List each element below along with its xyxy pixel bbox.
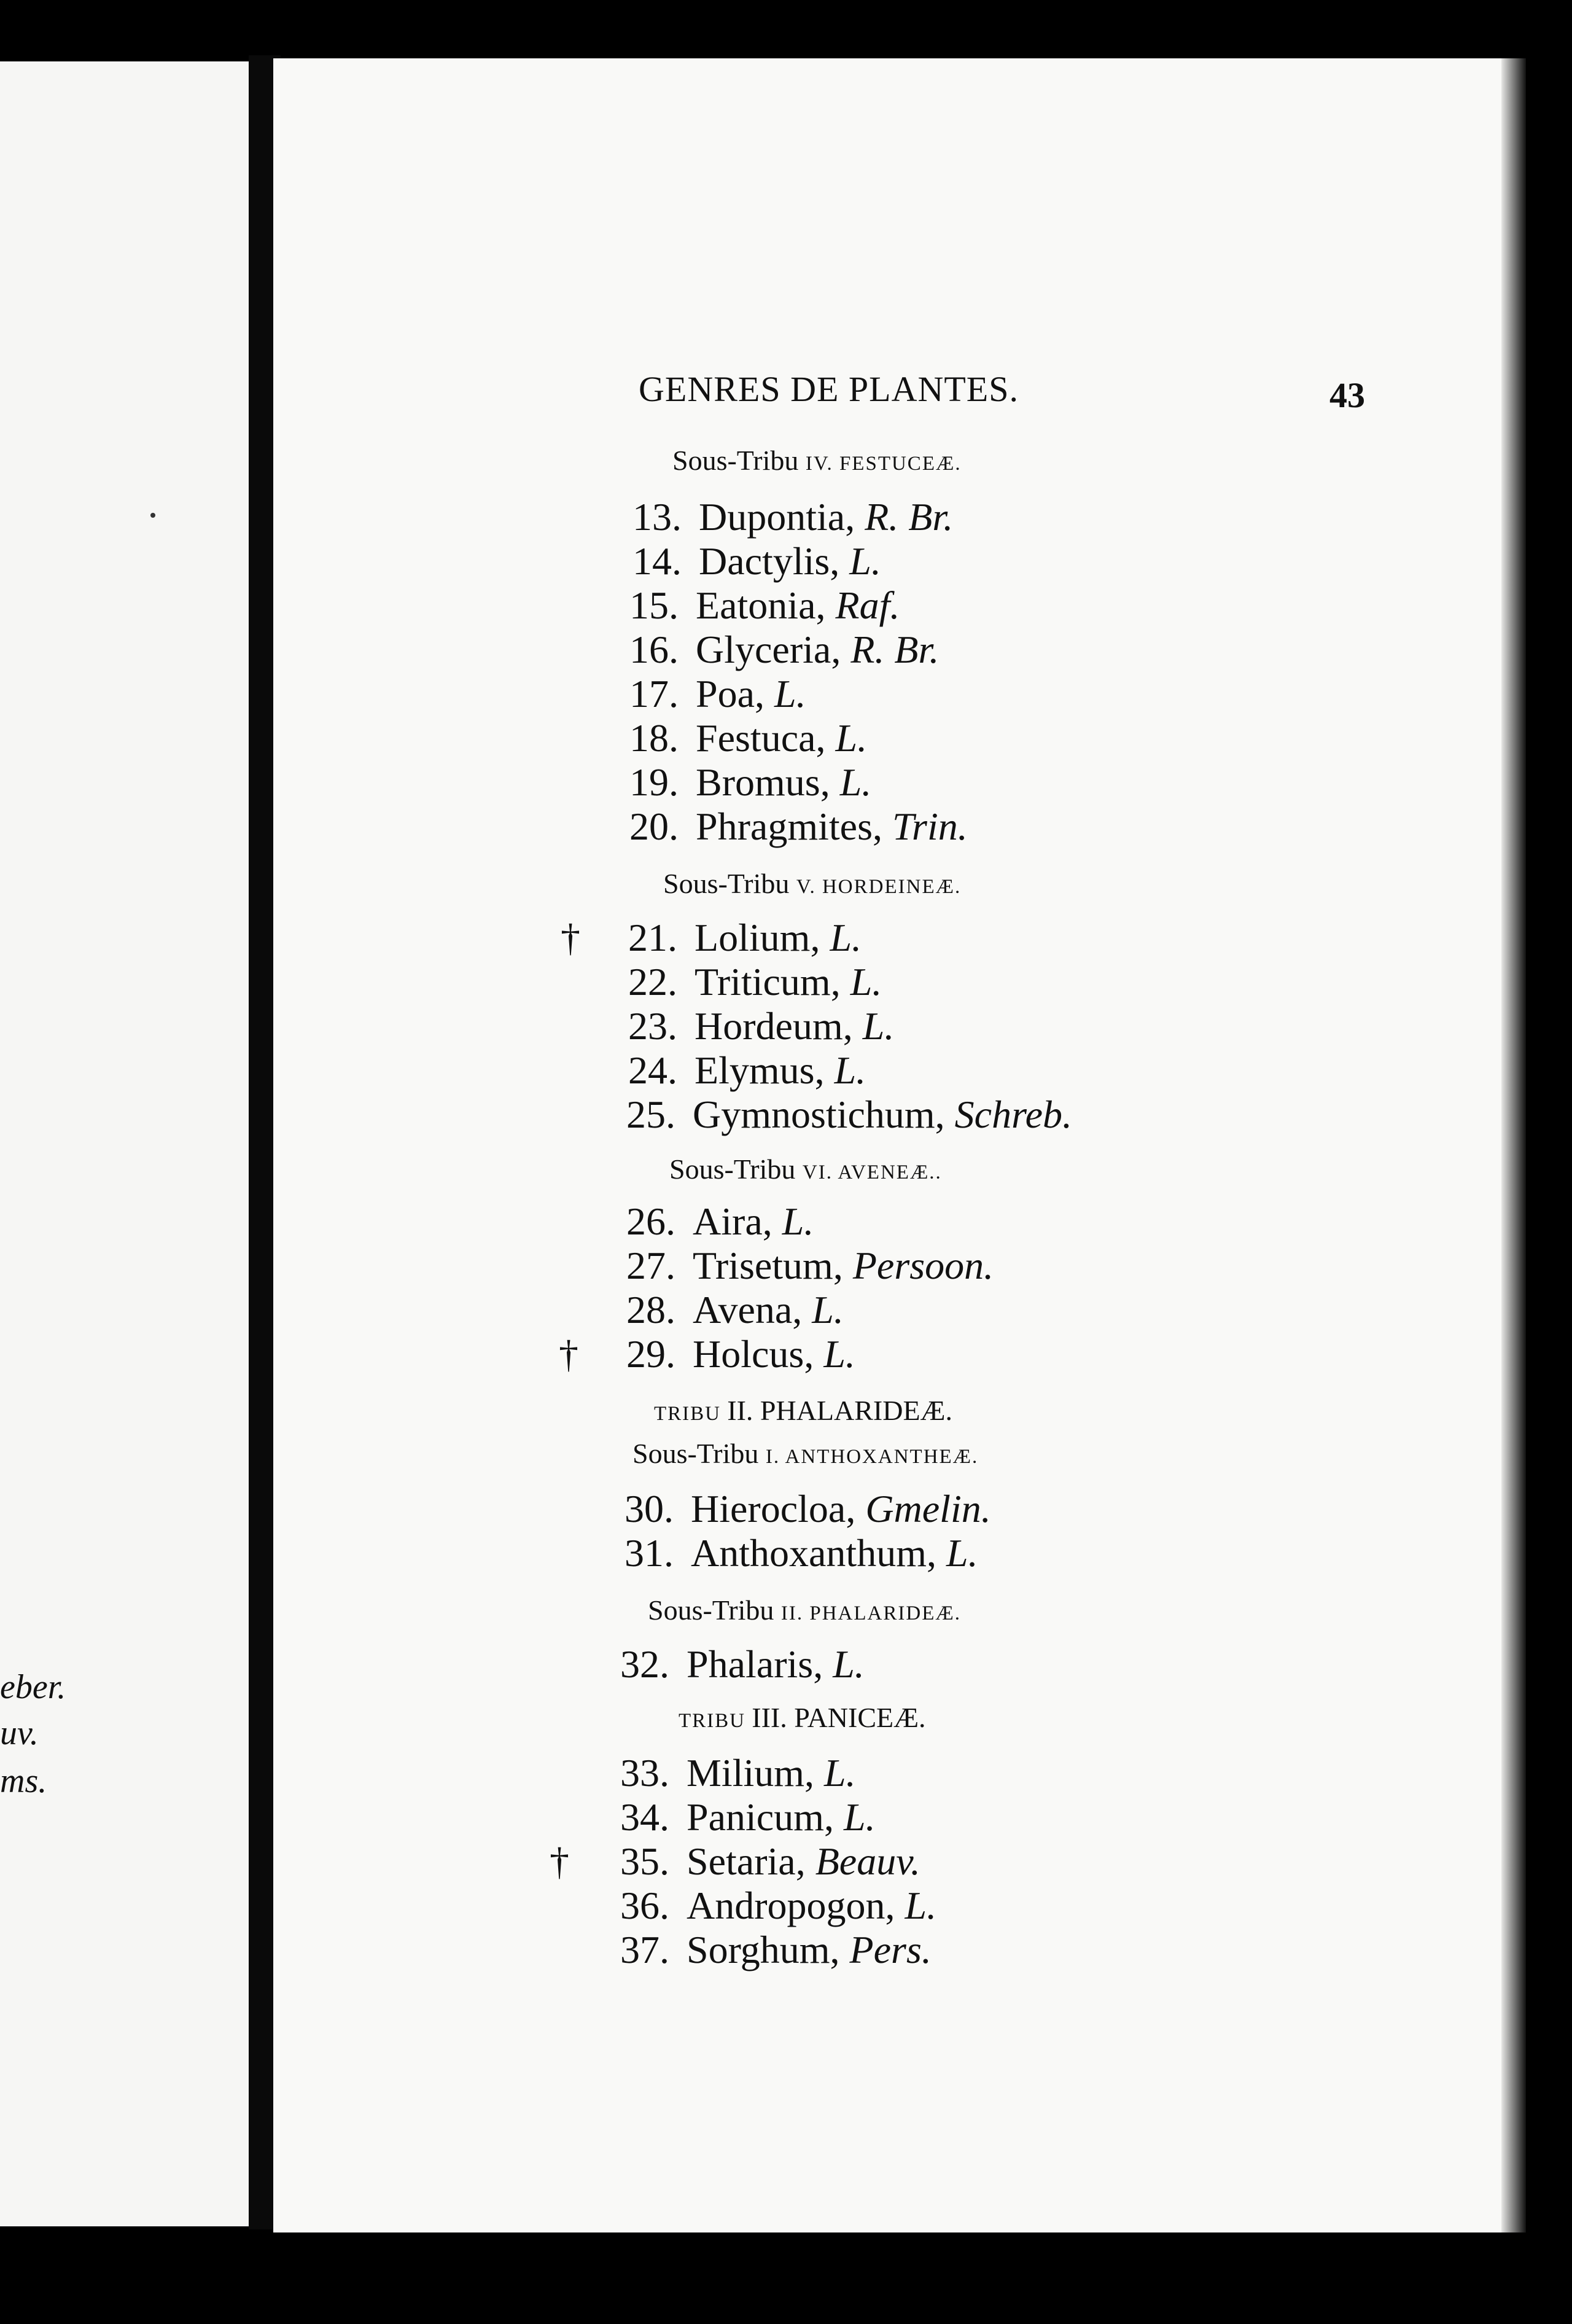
entry-number: 20. (629, 805, 679, 848)
entry-author: L. (782, 1199, 814, 1243)
entry-number: 29. (626, 1332, 675, 1376)
entry-number: 25. (626, 1093, 675, 1136)
genus-entry (608, 494, 953, 540)
entry-author: L. (833, 1642, 865, 1686)
genus-entry (596, 1839, 920, 1884)
genus-entry (596, 1883, 936, 1928)
entry-genus: Elymus, (695, 1048, 835, 1092)
entry-number: 27. (626, 1244, 675, 1287)
entry-genus: Lolium, (695, 916, 830, 959)
genus-entry (605, 583, 900, 628)
entry-number: 28. (626, 1288, 675, 1332)
entry-number: 13. (632, 495, 682, 539)
entry-genus: Anthoxanthum, (691, 1531, 946, 1575)
entry-author: L. (835, 716, 868, 760)
genus-entry (596, 1750, 856, 1796)
entry-genus: Setaria, (687, 1839, 815, 1883)
entry-author: L. (812, 1288, 844, 1332)
entry-genus: Panicum, (687, 1795, 844, 1839)
genus-entry (602, 1199, 814, 1244)
entry-author: L. (830, 916, 862, 959)
page-number: 43 (1329, 375, 1365, 415)
running-header: GENRES DE PLANTES. (639, 369, 1019, 409)
entry-number: 34. (620, 1795, 669, 1839)
entry-number: 17. (629, 672, 679, 716)
genus-entry (608, 539, 881, 584)
entry-genus: Milium, (687, 1751, 825, 1795)
entry-genus: Trisetum, (693, 1244, 853, 1287)
entry-author: Persoon. (852, 1244, 994, 1287)
entry-genus: Glyceria, (696, 628, 851, 671)
entry-author: L. (824, 1751, 856, 1795)
entry-author: L. (850, 960, 882, 1004)
entry-author: L. (839, 760, 872, 804)
entry-genus: Hierocloa, (691, 1487, 866, 1530)
genus-entry (602, 1332, 855, 1377)
entry-author: Gmelin. (865, 1487, 991, 1530)
section-heading: Sous-Tribu V. HORDEINEÆ. (663, 868, 962, 899)
entry-number: 22. (628, 960, 677, 1004)
entry-author: L. (774, 672, 806, 716)
entry-number: 30. (625, 1487, 674, 1530)
right-page (273, 58, 1501, 2232)
entry-genus: Sorghum, (687, 1928, 850, 1971)
entry-genus: Dactylis, (699, 539, 850, 583)
section-heading: Sous-Tribu VI. AVENEÆ.. (669, 1153, 942, 1185)
genus-entry (605, 760, 871, 805)
entry-number: 32. (620, 1642, 669, 1686)
entry-genus: Triticum, (695, 960, 850, 1004)
entry-genus: Holcus, (693, 1332, 824, 1376)
entry-author: Raf. (835, 583, 900, 627)
entry-genus: Eatonia, (696, 583, 836, 627)
genus-entry (600, 1486, 991, 1532)
entry-author: L. (834, 1048, 866, 1092)
entry-author: L. (946, 1531, 978, 1575)
entry-genus: Phalaris, (687, 1642, 833, 1686)
entry-genus: Bromus, (696, 760, 840, 804)
entry-number: 21. (628, 916, 677, 959)
entry-author: Pers. (849, 1928, 932, 1971)
entry-author: L. (843, 1795, 876, 1839)
left-page-fragment: eber. (0, 1668, 66, 1706)
genus-entry (602, 1243, 994, 1289)
section-heading: Sous-Tribu IV. FESTUCEÆ. (672, 445, 962, 476)
entry-number: 14. (632, 539, 682, 583)
entry-number: 35. (620, 1839, 669, 1883)
entry-genus: Gymnostichum, (693, 1093, 955, 1136)
entry-genus: Hordeum, (695, 1004, 863, 1048)
entry-number: 15. (629, 583, 679, 627)
genus-entry (596, 1642, 865, 1687)
entry-genus: Dupontia, (699, 495, 865, 539)
entry-author: Beauv. (815, 1839, 920, 1883)
entry-author: Trin. (892, 805, 968, 848)
section-heading: Sous-Tribu I. ANTHOXANTHEÆ. (632, 1438, 979, 1469)
entry-genus: Aira, (693, 1199, 782, 1243)
dagger-mark: † (559, 1332, 578, 1376)
page-edge-shadow (1501, 58, 1526, 2232)
entry-genus: Andropogon, (687, 1884, 905, 1927)
genus-entry (604, 1004, 894, 1049)
genus-entry (605, 716, 867, 761)
entry-number: 31. (625, 1531, 674, 1575)
entry-genus: Poa, (696, 672, 774, 716)
entry-author: L. (823, 1332, 855, 1376)
entry-author: Schreb. (954, 1093, 1072, 1136)
genus-entry (602, 1287, 844, 1333)
entry-number: 26. (626, 1199, 675, 1243)
entry-number: 23. (628, 1004, 677, 1048)
section-heading: Sous-Tribu II. PHALARIDEÆ. (648, 1594, 961, 1626)
entry-number: 16. (629, 628, 679, 671)
speck (150, 513, 155, 518)
genus-entry (596, 1795, 876, 1840)
dagger-mark: † (561, 916, 580, 959)
genus-entry (605, 804, 968, 849)
entry-author: L. (905, 1884, 937, 1927)
entry-number: 36. (620, 1884, 669, 1927)
entry-number: 19. (629, 760, 679, 804)
genus-entry (605, 627, 939, 673)
entry-genus: Festuca, (696, 716, 836, 760)
tribe-heading: TRIBU III. PANICEÆ. (679, 1702, 926, 1733)
genus-entry (605, 671, 806, 717)
entry-genus: Avena, (693, 1288, 812, 1332)
genus-entry (600, 1530, 978, 1576)
entry-genus: Phragmites, (696, 805, 892, 848)
genus-entry (596, 1927, 932, 1973)
entry-author: R. Br. (865, 495, 954, 539)
entry-author: L. (849, 539, 881, 583)
genus-entry (604, 915, 862, 961)
left-page-fragment: ms. (0, 1762, 47, 1800)
entry-number: 18. (629, 716, 679, 760)
left-page-fragment: uv. (0, 1714, 39, 1752)
genus-entry (604, 959, 882, 1005)
left-page (0, 61, 249, 2226)
genus-entry (602, 1092, 1072, 1137)
tribe-heading: TRIBU II. PHALARIDEÆ. (654, 1395, 952, 1426)
entry-author: L. (862, 1004, 895, 1048)
entry-number: 33. (620, 1751, 669, 1795)
dagger-mark: † (550, 1839, 569, 1883)
genus-entry (604, 1048, 866, 1093)
entry-number: 24. (628, 1048, 677, 1092)
entry-author: R. Br. (850, 628, 940, 671)
entry-number: 37. (620, 1928, 669, 1971)
